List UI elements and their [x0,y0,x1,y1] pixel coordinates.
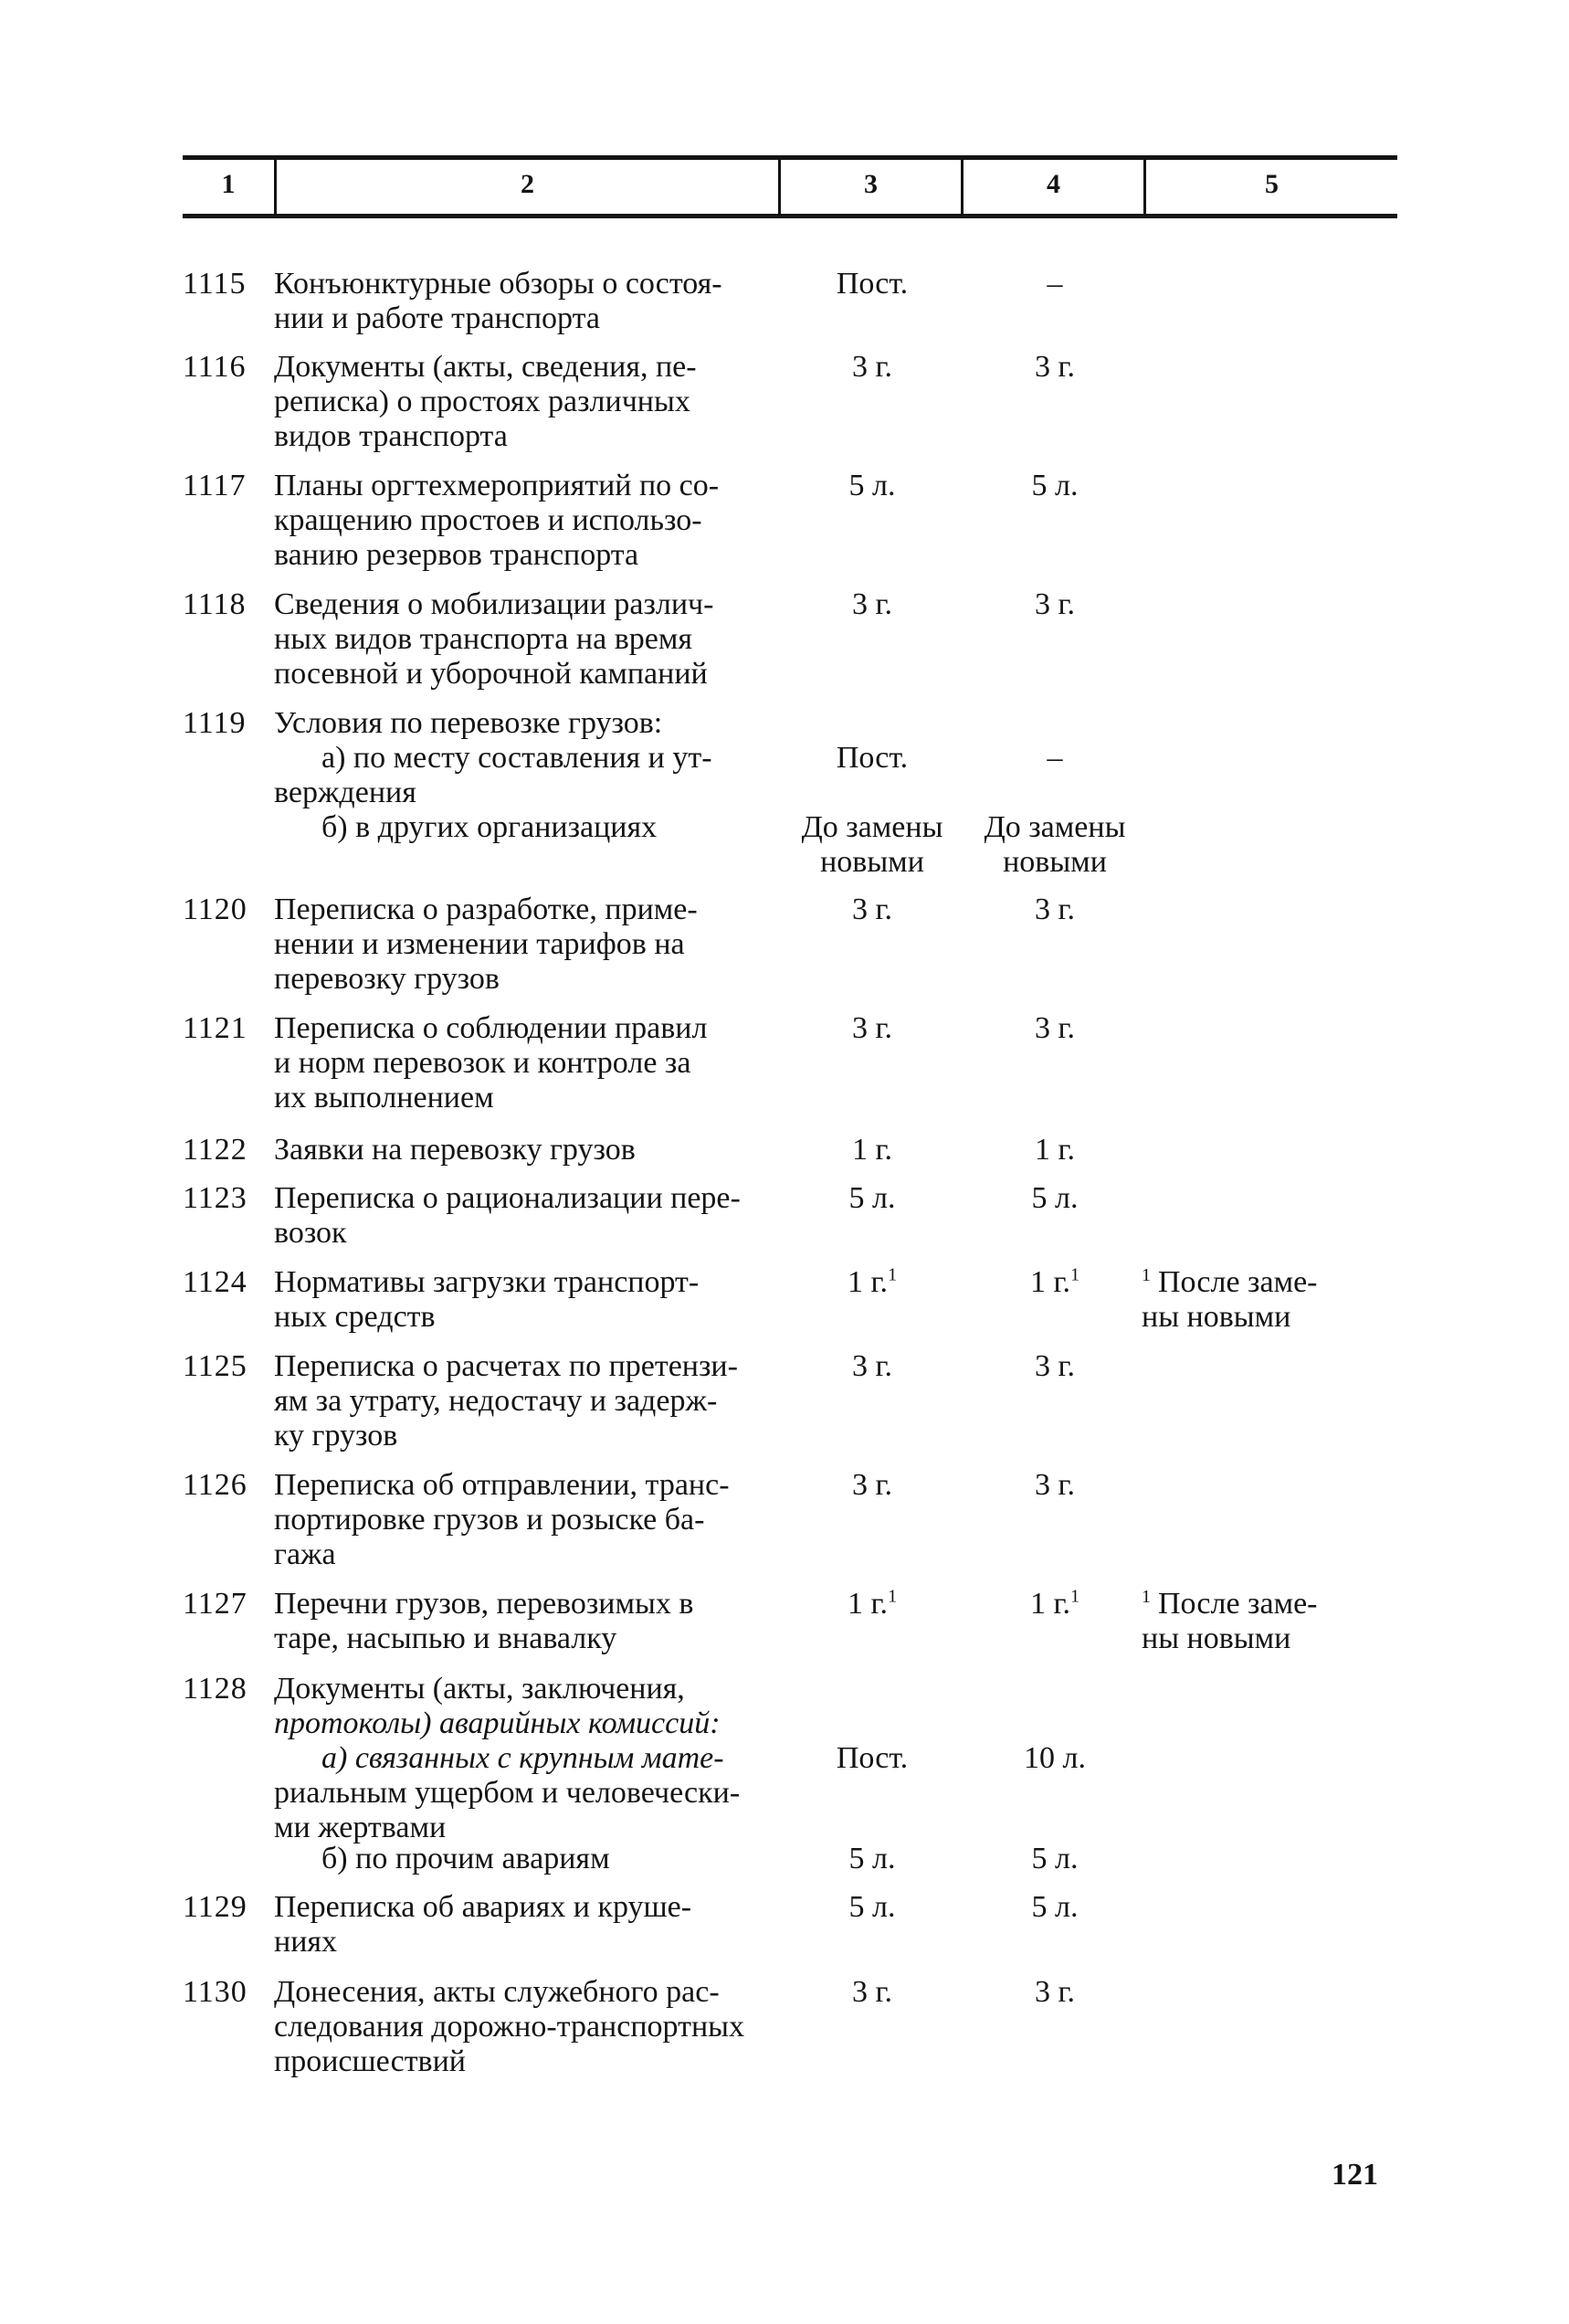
row-number: 1130 [183,1975,247,2009]
row-number: 1119 [183,706,247,740]
row-description: Донесения, акты служебного рас- следования дорожно-транспортных происшествий [274,1975,744,2078]
retention-col-3: До замены новыми [801,810,943,879]
subrow-description: а) по месту составления и ут- верждения [274,741,712,809]
row-number: 1117 [183,469,247,502]
retention-col-4: 3 г. [1034,350,1076,384]
row-number: 1121 [183,1011,247,1045]
retention-col-3: 3 г. [851,587,893,621]
row-number: 1116 [183,350,247,384]
retention-col-3: 3 г. [851,350,893,384]
row-description: Переписка о рационализации пере- возок [274,1181,741,1250]
row-description: Конъюнктурные обзоры о состоя- нии и работе транспорта [274,267,722,335]
row-number: 1126 [183,1468,247,1502]
retention-col-3: 3 г. [851,1468,893,1502]
footnote-ref: 1 [1070,1586,1080,1607]
retention-col-4: 1 г.$^1$ [1029,1586,1080,1621]
footnote-ref: 1 [888,1586,898,1607]
header-col-1: 1 [221,169,236,199]
row-description: Переписка об авариях и круше- ниях [274,1890,692,1959]
retention-col-3: 5 л. [848,469,896,502]
header-top-rule [183,155,1397,160]
row-description: Переписка об отправлении, транс- портировке грузов и розыске ба- гажа [274,1468,730,1571]
row-description: Переписка о разработке, приме- нении и изменении тарифов на перевозку грузов [274,893,698,996]
retention-col-3: 3 г. [851,893,893,926]
note: $^1$ После заме- ны новыми [1142,1586,1318,1655]
retention-col-3: 5 л. [848,1181,896,1215]
header-bottom-rule [183,214,1397,218]
row-description: Перечни грузов, перевозимых в таре, насыпью и внавалку [274,1587,694,1655]
row-description: Сведения о мобилизации различ- ных видов транспорта на время посевной и уборочной кампаний [274,587,714,691]
row-description: Документы (акты, сведения, пе- реписка) о простоях различных видов транспорта [274,350,697,453]
retention-col-3: 3 г. [851,1349,893,1383]
footnote-ref: 1 [888,1264,898,1285]
retention-col-4: 3 г. [1034,893,1076,926]
retention-col-3: 1 г.$^1$ [847,1586,898,1621]
row-number: 1128 [183,1672,247,1706]
retention-col-4: 3 г. [1034,587,1076,621]
row-number: 1123 [183,1181,247,1215]
retention-col-3: Пост. [836,741,909,775]
row-number: 1118 [183,587,247,621]
page-number: 121 [1332,2158,1378,2192]
retention-col-3: 1 г.$^1$ [847,1264,898,1299]
retention-col-4: 3 г. [1034,1349,1076,1383]
row-number: 1122 [183,1133,247,1167]
note: $^1$ После заме- ны новыми [1142,1264,1318,1334]
row-description: Переписка о расчетах по претензи- ям за утрату, недостачу и задерж- ку грузов [274,1349,738,1452]
retention-col-3: 5 л. [848,1842,896,1875]
subrow-description: б) в других организациях [321,810,658,844]
retention-col-4: 3 г. [1034,1011,1076,1045]
retention-col-4: – [1047,267,1063,301]
retention-col-3: 5 л. [848,1890,896,1924]
retention-col-3: 1 г. [851,1133,893,1167]
retention-col-4: – [1047,741,1063,775]
retention-col-4: 5 л. [1031,1842,1079,1875]
subrow-description: а) связанных с крупным мате- риальным ущербом и человечески- ми жертвами [274,1741,741,1844]
row-number: 1115 [183,267,247,301]
retention-col-4: 5 л. [1031,1181,1079,1215]
subrow-description: б) по прочим авариям [321,1842,610,1875]
retention-col-4: До замены новыми [984,810,1126,879]
row-number: 1120 [183,893,247,926]
retention-col-4: 3 г. [1034,1975,1076,2009]
row-number: 1129 [183,1890,247,1924]
retention-col-4: 5 л. [1031,1890,1079,1924]
row-description: Заявки на перевозку грузов [274,1133,636,1167]
row-description: Переписка о соблюдении правил и норм перевозок и контроле за их выполнением [274,1011,708,1114]
retention-col-3: 3 г. [851,1011,893,1045]
retention-col-3: 3 г. [851,1975,893,2009]
row-number: 1125 [183,1349,247,1383]
retention-col-4: 3 г. [1034,1468,1076,1502]
retention-col-3: Пост. [836,1741,909,1775]
footnote-ref: 1 [1070,1264,1080,1285]
header-col-3: 3 [864,169,878,199]
header-col-4: 4 [1047,169,1060,199]
row-description: Условия по перевозке грузов: [274,706,663,740]
row-description: Документы (акты, заключения, протоколы) аварийных комиссий: [274,1672,721,1740]
row-number: 1127 [183,1587,247,1621]
retention-col-4: 10 л. [1024,1741,1086,1775]
retention-col-4: 5 л. [1031,469,1079,502]
row-description: Планы оргтехмероприятий по со- кращению простоев и использо- ванию резервов транспорта [274,469,720,572]
header-col-5: 5 [1265,169,1279,199]
row-number: 1124 [183,1265,247,1299]
retention-col-4: 1 г. [1034,1133,1076,1167]
retention-col-3: Пост. [836,267,909,301]
header-col-2: 2 [521,169,534,199]
row-description: Нормативы загрузки транспорт- ных средств [274,1265,700,1334]
retention-col-4: 1 г.$^1$ [1029,1264,1080,1299]
